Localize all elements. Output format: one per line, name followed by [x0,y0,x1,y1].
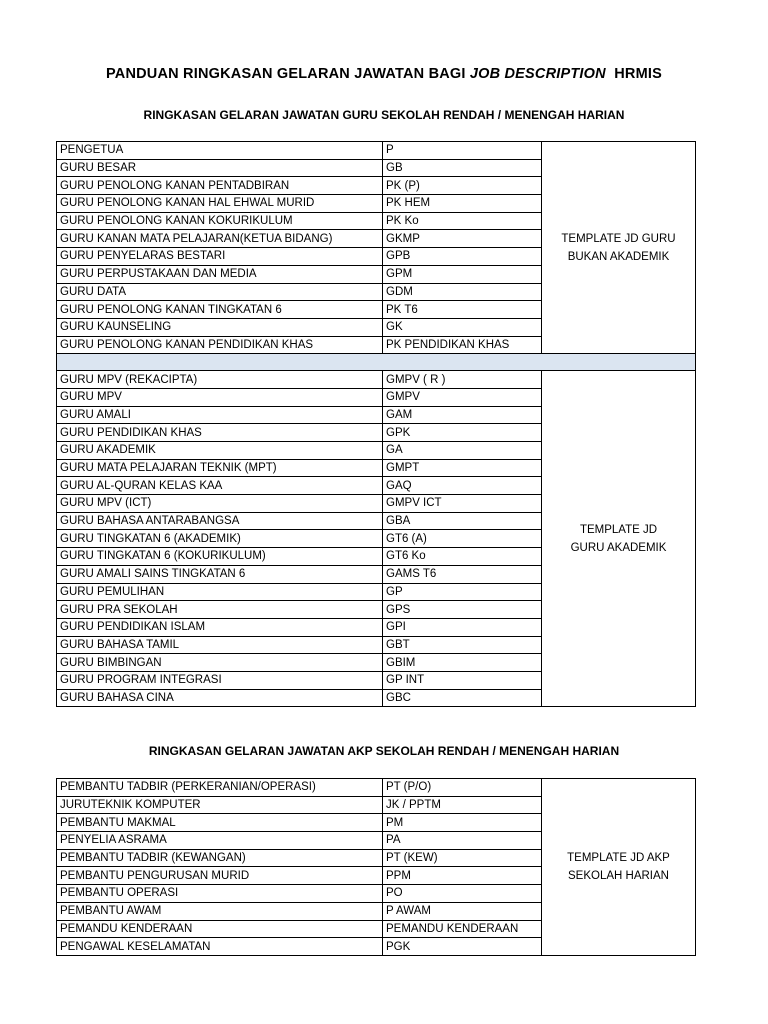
template-label-line1: TEMPLATE JD [579,523,658,536]
position-code-cell: GPM [383,265,542,283]
position-title-cell: GURU MPV [57,388,383,406]
position-code-cell: GKMP [383,230,542,248]
position-code-cell: PT (P/O) [383,779,542,797]
position-code-cell: PK HEM [383,195,542,213]
position-title-cell: GURU AKADEMIK [57,442,383,460]
template-cell-bukan-akademik [542,142,696,354]
position-code-cell: GBC [383,689,542,707]
position-code-cell: GAQ [383,477,542,495]
position-title-cell: GURU BIMBINGAN [57,654,383,672]
position-code-cell: GP INT [383,671,542,689]
template-label-line1: TEMPLATE JD AKP [567,851,670,864]
position-code-cell: JK / PPTM [383,796,542,814]
position-title-cell: GURU PRA SEKOLAH [57,601,383,619]
position-code-cell: GMPT [383,459,542,477]
table-row [57,779,696,797]
template-label-line2: BUKAN AKADEMIK [567,250,670,263]
position-code-cell: GPS [383,601,542,619]
position-title-cell: GURU PENOLONG KANAN HAL EHWAL MURID [57,195,383,213]
position-title-cell: GURU BAHASA ANTARABANGSA [57,512,383,530]
position-title-cell: GURU PENOLONG KANAN PENTADBIRAN [57,177,383,195]
position-code-cell: PT (KEW) [383,849,542,867]
position-code-cell: P AWAM [383,902,542,920]
position-title-cell: GURU MATA PELAJARAN TEKNIK (MPT) [57,459,383,477]
position-title-cell: GURU PENDIDIKAN KHAS [57,424,383,442]
position-code-cell: GMPV ICT [383,495,542,513]
position-code-cell: GK [383,318,542,336]
position-title-cell: GURU AMALI SAINS TINGKATAN 6 [57,565,383,583]
position-title-cell: GURU AMALI [57,406,383,424]
position-title-cell: GURU PENYELARAS BESTARI [57,248,383,266]
position-title-cell: GURU PEMULIHAN [57,583,383,601]
position-title-cell: PEMBANTU OPERASI [57,885,383,903]
position-title-cell: GURU PERPUSTAKAAN DAN MEDIA [57,265,383,283]
position-code-cell: GA [383,442,542,460]
template-cell-akp [542,779,696,956]
position-code-cell: GMPV [383,388,542,406]
title-italic-text: JOB DESCRIPTION [469,66,606,82]
template-label-line1: TEMPLATE JD GURU [561,232,676,245]
position-code-cell: GPB [383,248,542,266]
position-code-cell: PK (P) [383,177,542,195]
title-text: PANDUAN RINGKASAN GELARAN JAWATAN BAGI [106,66,470,82]
position-code-cell: PK PENDIDIKAN KHAS [383,336,542,354]
position-title-cell: GURU PENOLONG KANAN TINGKATAN 6 [57,301,383,319]
guru-positions-table [56,141,696,707]
position-code-cell: PEMANDU KENDERAAN [383,920,542,938]
position-title-cell: GURU BESAR [57,159,383,177]
template-label-line2: GURU AKADEMIK [570,541,667,554]
position-title-cell: GURU TINGKATAN 6 (AKADEMIK) [57,530,383,548]
page-title [0,66,768,82]
position-title-cell: PEMBANTU MAKMAL [57,814,383,832]
position-code-cell: GBA [383,512,542,530]
position-code-cell: GT6 (A) [383,530,542,548]
position-title-cell: PEMBANTU PENGURUSAN MURID [57,867,383,885]
section2-heading: RINGKASAN GELARAN JAWATAN AKP SEKOLAH RENDAH / MENENGAH HARIAN [148,744,620,758]
position-title-cell: PENGAWAL KESELAMATAN [57,938,383,956]
position-code-cell: GPI [383,618,542,636]
position-code-cell: PK T6 [383,301,542,319]
position-code-cell: P [383,142,542,160]
position-code-cell: GPK [383,424,542,442]
template-cell-akademik [542,371,696,707]
position-title-cell: GURU AL-QURAN KELAS KAA [57,477,383,495]
position-code-cell: GAMS T6 [383,565,542,583]
position-code-cell: GT6 Ko [383,548,542,566]
position-code-cell: PGK [383,938,542,956]
position-title-cell: GURU PROGRAM INTEGRASI [57,671,383,689]
position-code-cell: PA [383,832,542,850]
position-title-cell: GURU DATA [57,283,383,301]
position-title-cell: PEMBANTU TADBIR (PERKERANIAN/OPERASI) [57,779,383,797]
position-code-cell: GB [383,159,542,177]
position-title-cell: PENGETUA [57,142,383,160]
position-code-cell: GDM [383,283,542,301]
section1-heading: RINGKASAN GELARAN JAWATAN GURU SEKOLAH RENDAH / MENENGAH HARIAN [143,108,625,122]
position-title-cell: PEMBANTU AWAM [57,902,383,920]
position-title-cell: JURUTEKNIK KOMPUTER [57,796,383,814]
position-code-cell: GP [383,583,542,601]
position-title-cell: GURU PENOLONG KANAN PENDIDIKAN KHAS [57,336,383,354]
position-title-cell: GURU MPV (REKACIPTA) [57,371,383,389]
position-title-cell: GURU PENDIDIKAN ISLAM [57,618,383,636]
position-code-cell: GMPV ( R ) [383,371,542,389]
position-title-cell: PENYELIA ASRAMA [57,832,383,850]
position-title-cell: GURU PENOLONG KANAN KOKURIKULUM [57,212,383,230]
position-title-cell: PEMANDU KENDERAAN [57,920,383,938]
title-suffix-text: HRMIS [605,66,662,82]
table-row [57,142,696,160]
position-code-cell: PO [383,885,542,903]
akp-positions-table [56,778,696,956]
position-code-cell: GAM [383,406,542,424]
template-label-line2: SEKOLAH HARIAN [568,869,669,882]
position-code-cell: GBIM [383,654,542,672]
position-code-cell: PK Ko [383,212,542,230]
position-title-cell: GURU BAHASA CINA [57,689,383,707]
position-title-cell: GURU BAHASA TAMIL [57,636,383,654]
table-row [57,371,696,389]
position-title-cell: GURU KAUNSELING [57,318,383,336]
position-title-cell: GURU MPV (ICT) [57,495,383,513]
group-separator-row [57,354,696,371]
position-code-cell: GBT [383,636,542,654]
position-code-cell: PM [383,814,542,832]
group-separator-cell [57,354,696,371]
position-code-cell: PPM [383,867,542,885]
position-title-cell: GURU KANAN MATA PELAJARAN(KETUA BIDANG) [57,230,383,248]
position-title-cell: GURU TINGKATAN 6 (KOKURIKULUM) [57,548,383,566]
position-title-cell: PEMBANTU TADBIR (KEWANGAN) [57,849,383,867]
